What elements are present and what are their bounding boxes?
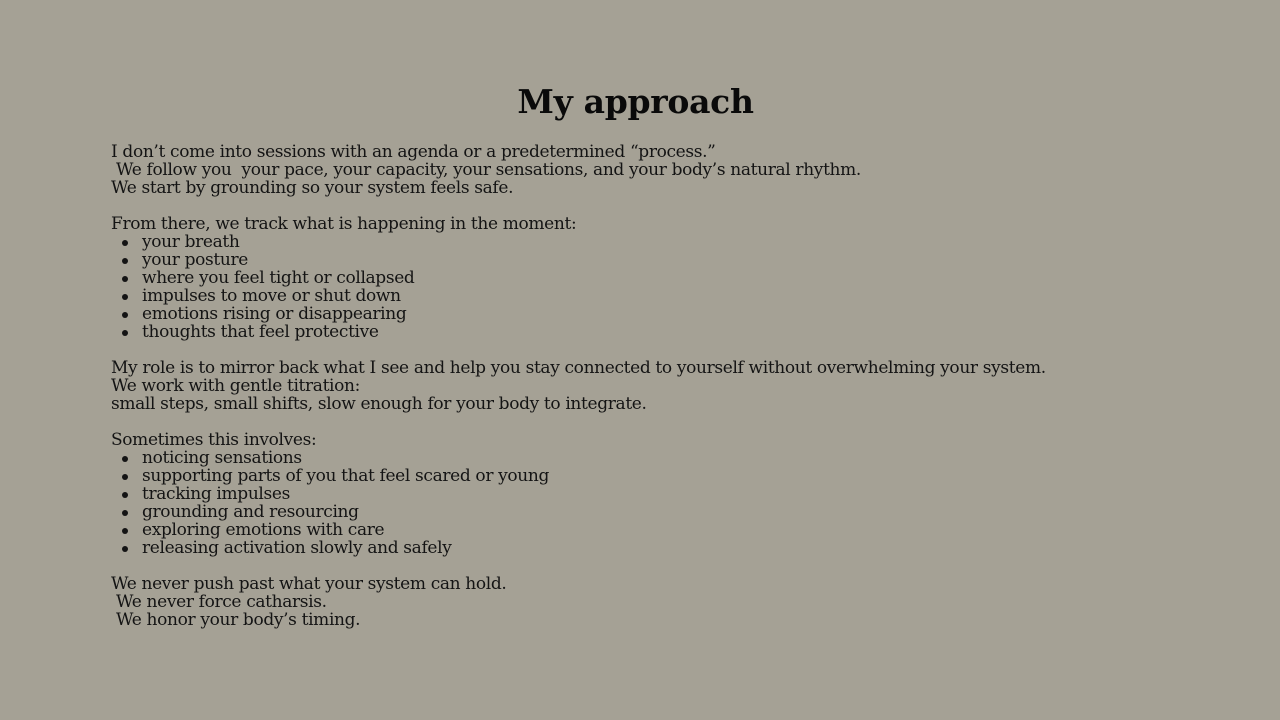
tracking-section (111, 215, 1171, 341)
page-title: My approach (517, 82, 754, 121)
list-item: tracking impulses (142, 485, 1171, 503)
closing-paragraph (111, 575, 1171, 629)
paragraph-line: I don’t come into sessions with an agenda or a predetermined “process.” (111, 142, 716, 162)
involves-section (111, 431, 1171, 557)
list-item: where you feel tight or collapsed (142, 269, 1171, 287)
list-item: your posture (142, 251, 1171, 269)
section-intro: Sometimes this involves: (111, 430, 317, 450)
content-body (111, 143, 1171, 647)
paragraph-line: We start by grounding so your system feels safe. (111, 178, 514, 198)
paragraph-line: We never push past what your system can hold. (111, 574, 507, 594)
list-item: releasing activation slowly and safely (142, 539, 1171, 557)
involves-list (111, 449, 1171, 557)
section-intro: From there, we track what is happening in the moment: (111, 214, 577, 234)
list-item: exploring emotions with care (142, 521, 1171, 539)
paragraph-line: small steps, small shifts, slow enough for your body to integrate. (111, 394, 647, 414)
intro-paragraph (111, 143, 1171, 197)
paragraph-line: We honor your body’s timing. (111, 610, 361, 630)
role-paragraph (111, 359, 1171, 413)
list-item: supporting parts of you that feel scared or young (142, 467, 1171, 485)
list-item: noticing sensations (142, 449, 1171, 467)
tracking-list (111, 233, 1171, 341)
list-item: grounding and resourcing (142, 503, 1171, 521)
paragraph-line: We follow you your pace, your capacity, your sensations, and your body’s natural rhythm. (111, 160, 861, 180)
paragraph-line: My role is to mirror back what I see and help you stay connected to yourself without overwhelming your system. (111, 358, 1046, 378)
list-item: emotions rising or disappearing (142, 305, 1171, 323)
paragraph-line: We never force catharsis. (111, 592, 327, 612)
paragraph-line: We work with gentle titration: (111, 376, 361, 396)
list-item: impulses to move or shut down (142, 287, 1171, 305)
list-item: thoughts that feel protective (142, 323, 1171, 341)
list-item: your breath (142, 233, 1171, 251)
